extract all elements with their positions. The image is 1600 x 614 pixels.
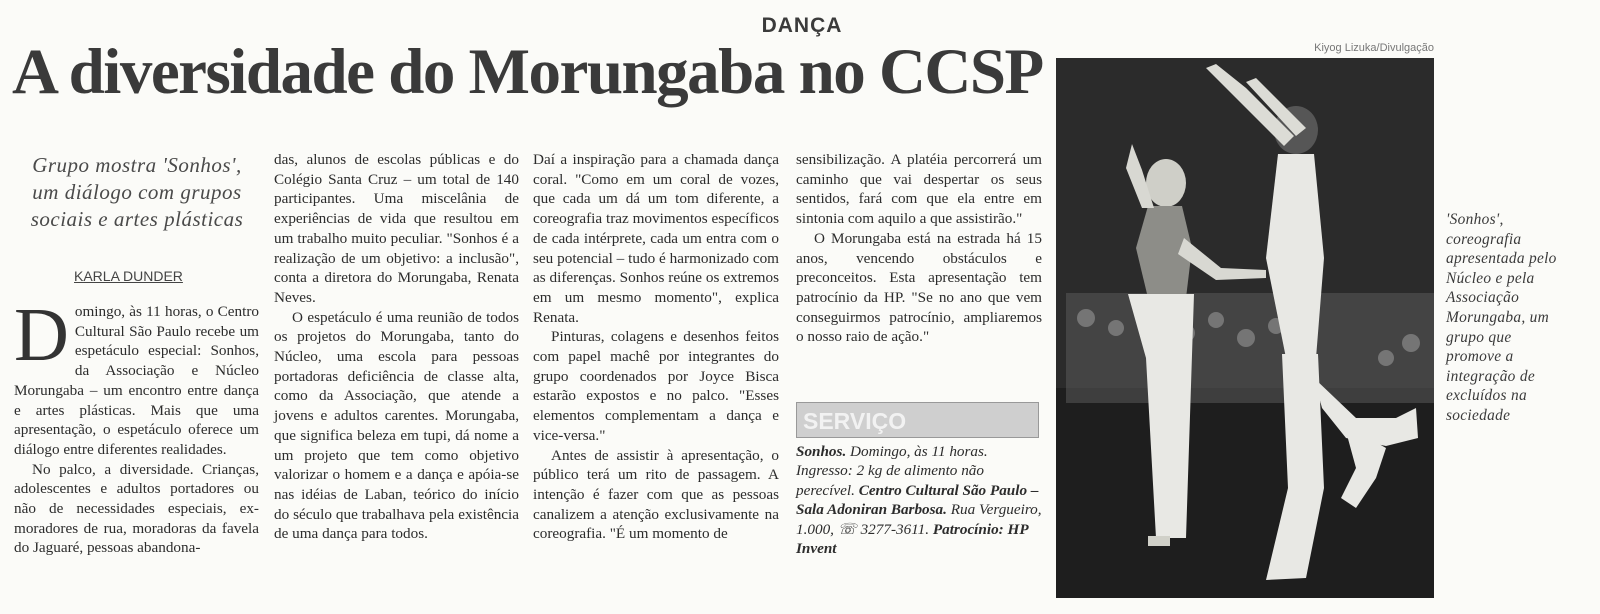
paragraph: O Morungaba está na estrada há 15 anos, vencendo obstáculos e preconceitos. Esta apresentação tem patrocínio da HP. "Se no ano que vem conseguirmos patrocínio, ampliaremos o nosso raio de ação."	[796, 229, 1042, 346]
paragraph: No palco, a diversidade. Crianças, adolescentes e adultos portadores ou não de necessidades especiais, ex-moradores de rua, moradoras da favela do Jaguaré, pessoas abandona-	[14, 460, 259, 557]
event-address: Rua Vergueiro, 1.000,	[796, 501, 1042, 538]
paragraph: O espetáculo é uma reunião de todos os projetos do Morungaba, tanto do Núcleo, uma escola para pessoas portadoras deficiência de classe alta, como da Associação, que atende a jovens e adultos carentes. Morungaba, que significa beleza em tupi, dá nome a um projeto que tem como objetivo valorizar o homem e a dança e apóia-se nas idéias de Laban, teórico do início do século que trabalhava pela existência de uma dança para todos.	[274, 308, 519, 543]
event-phone: 3277-3611.	[860, 520, 930, 538]
paragraph: sensibilização. A platéia percorrerá um caminho que vai despertar os seus sentidos, fará com que ela entre em sintonia com aquilo a que assistirão."	[796, 151, 1042, 228]
paragraph: Pinturas, colagens e desenhos feitos com papel machê por integrantes do grupo coordenados por Joyce Bisca estarão expostos e no palco. "Esses elementos complementam a dança e vice-versa."	[533, 328, 779, 444]
article-column-4	[796, 150, 1042, 347]
event-sponsor: Patrocínio: HP Invent	[796, 520, 1029, 558]
event-title: Sonhos.	[796, 443, 847, 460]
servico-info	[796, 442, 1042, 558]
photo-credit: Kiyog Lizuka/Divulgação	[1314, 42, 1434, 54]
paragraph: Antes de assistir à apresentação, o público terá um rito de passagem. A intenção é fazer com que as pessoas canalizem a atenção exclusivamente na coreografia. "É um momento de	[533, 446, 779, 543]
section-label: DANÇA	[761, 14, 843, 37]
paragraph: das, alunos de escolas públicas e do Colégio Santa Cruz – um total de 140 participantes. Uma miscelânia de experiências de vida que resultou em um trabalho muito peculiar. "Sonhos é a realização de um objetivo: a inclusão", conta a diretora do Morungaba, Renata Neves.	[274, 151, 519, 306]
article-column-1	[14, 293, 259, 558]
article-column-2	[274, 150, 519, 544]
subheadline: Grupo mostra 'Sonhos', um diálogo com grupos sociais e artes plásticas	[30, 153, 244, 231]
telephone-icon: ☏	[837, 520, 857, 538]
servico-box-title: SERVIÇO	[796, 402, 1039, 438]
article-column-3	[533, 150, 779, 544]
paragraph: Daí a inspiração para a chamada dança coral. "Como em um coral de vozes, que cada um dá um tom diferente, a coreografia traz movimentos específicos de cada intérprete, cada um entra com o seu potencial – tudo é harmonizado com as diferenças. Sonhos reúne os extremos em um mesmo momento", explica Renata.	[533, 151, 779, 326]
page-title: A diversidade do Morungaba no CCSP	[12, 36, 1043, 108]
byline: KARLA DUNDER	[74, 268, 183, 284]
event-venue: Centro Cultural São Paulo – Sala Adoniran Barbosa.	[796, 481, 1039, 519]
paragraph: omingo, às 11 horas, o Centro Cultural São Paulo recebe um espetáculo especial: Sonhos, da Associação e Núcleo Morungaba – um encontro entre dança e artes plásticas. Mais que uma apresentação, o espetáculo oferece um diálogo entre diferentes realidades.	[14, 303, 259, 458]
photo-caption: 'Sonhos', coreografia apresentada pelo Núcleo e pela Associação Morungaba, um grupo que promove a integração de excluídos na sociedade	[1446, 211, 1557, 424]
dancers-illustration	[1056, 58, 1434, 598]
event-when: Domingo, às 11 horas. Ingresso: 2 kg de alimento não perecível.	[796, 443, 988, 499]
dancers-photo	[1056, 58, 1434, 598]
drop-cap: D	[14, 293, 69, 377]
